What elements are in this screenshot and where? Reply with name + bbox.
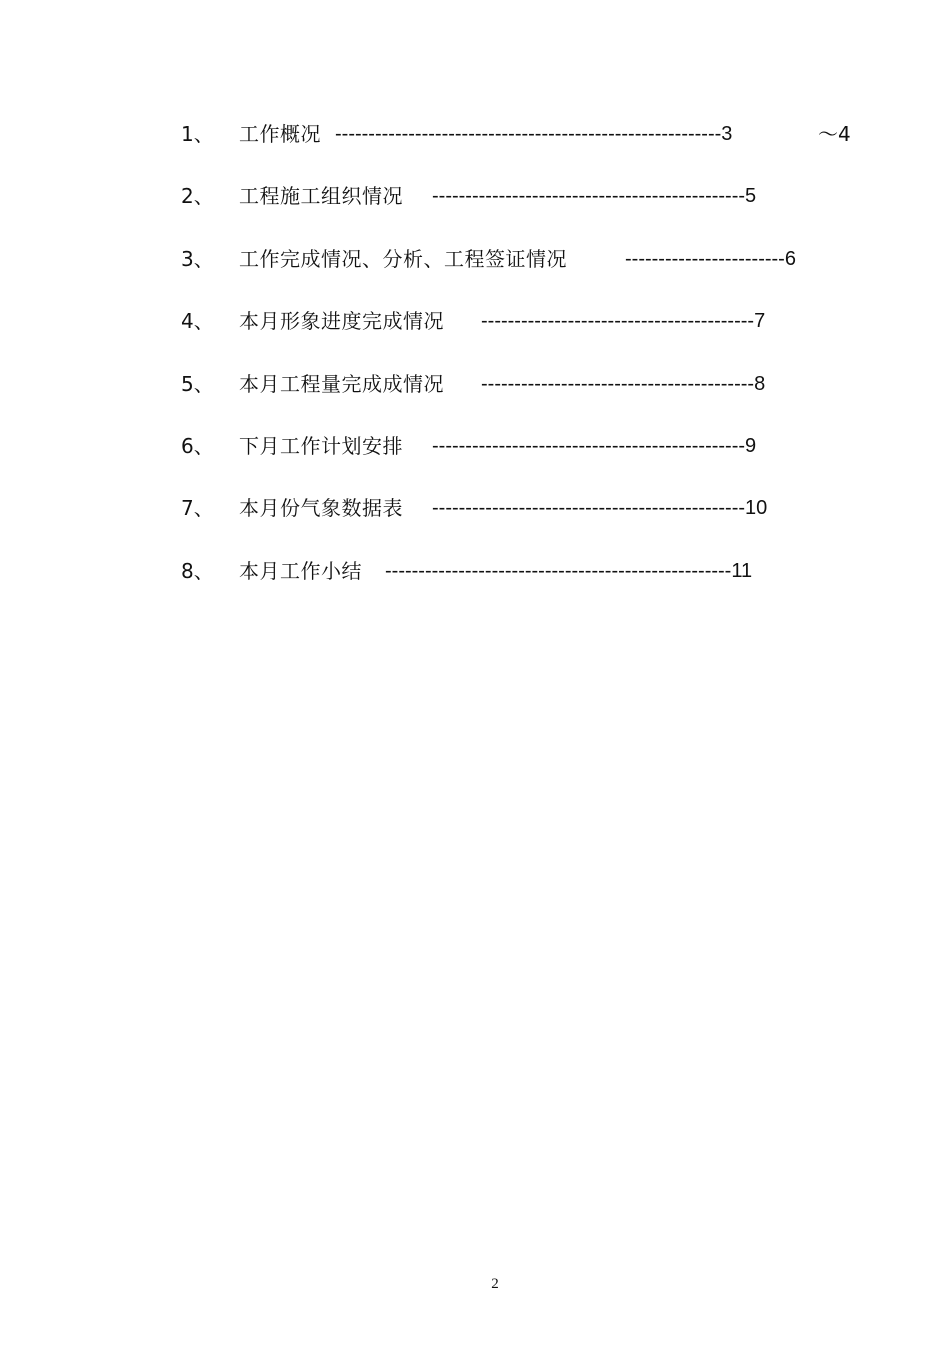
toc-entry-title: 下月工作计划安排: [239, 434, 403, 458]
toc-entry-number: 7、: [181, 496, 214, 520]
toc-entry-leader: [385, 556, 752, 586]
toc-entry-dashes: ------------------------: [625, 248, 785, 270]
toc-entry-title: 本月份气象数据表: [239, 496, 403, 520]
toc-entry-dashes: -----------------------------------------------: [432, 497, 746, 519]
toc-entry-number: 3、: [181, 247, 214, 271]
toc-entry-number: 4、: [181, 309, 214, 333]
toc-entry-3[interactable]: [0, 244, 950, 274]
toc-entry-title: 工程施工组织情况: [239, 184, 403, 208]
toc-entry-leader: [335, 119, 732, 149]
toc-entry-dashes: ----------------------------------------------------------: [335, 123, 722, 145]
toc-entry-title: 工作完成情况、分析、工程签证情况: [239, 247, 567, 271]
toc-entry-title: 工作概况: [239, 122, 321, 146]
toc-entry-number: 5、: [181, 372, 214, 396]
toc-entry-2[interactable]: [0, 181, 950, 211]
toc-entry-page: 8: [754, 373, 766, 395]
toc-entry-leader: [625, 244, 796, 274]
toc-entry-number: 8、: [181, 559, 214, 583]
toc-entry-page: 5: [745, 185, 757, 207]
toc-entry-page: 7: [754, 310, 766, 332]
toc-entry-number: 2、: [181, 184, 214, 208]
toc-entry-leader: [432, 181, 756, 211]
toc-entry-title: 本月工作小结: [239, 559, 362, 583]
toc-entry-leader: [432, 493, 767, 523]
toc-entry-dashes: -----------------------------------------: [481, 373, 755, 395]
toc-entry-page: 9: [745, 435, 757, 457]
toc-entry-number: 1、: [181, 122, 214, 146]
toc-entry-4[interactable]: [0, 306, 950, 336]
toc-entry-page: 6: [784, 248, 796, 270]
toc-entry-dashes: -----------------------------------------------: [432, 435, 746, 457]
toc-entry-number: 6、: [181, 434, 214, 458]
toc-entry-leader: [432, 431, 756, 461]
toc-entry-leader: [481, 369, 765, 399]
toc-entry-title: 本月形象进度完成情况: [239, 309, 444, 333]
toc-entry-5[interactable]: [0, 369, 950, 399]
toc-entry-6[interactable]: [0, 431, 950, 461]
toc-entry-8[interactable]: [0, 556, 950, 586]
toc-entry-dashes: ----------------------------------------------------: [385, 560, 732, 582]
toc-entry-title: 本月工程量完成成情况: [239, 372, 444, 396]
toc-entry-1[interactable]: [0, 119, 950, 149]
page-number: 2: [491, 1276, 499, 1292]
toc-entry-dashes: -----------------------------------------: [481, 310, 755, 332]
toc-entry-page: 10: [745, 497, 768, 519]
toc-entry-7[interactable]: [0, 493, 950, 523]
toc-entry-dashes: -----------------------------------------------: [432, 185, 746, 207]
toc-entry-page: 3: [721, 123, 733, 145]
toc-entry-page: 11: [731, 560, 753, 582]
toc-entry-page-range-end: ～4: [818, 122, 851, 146]
toc-entry-leader: [481, 306, 765, 336]
